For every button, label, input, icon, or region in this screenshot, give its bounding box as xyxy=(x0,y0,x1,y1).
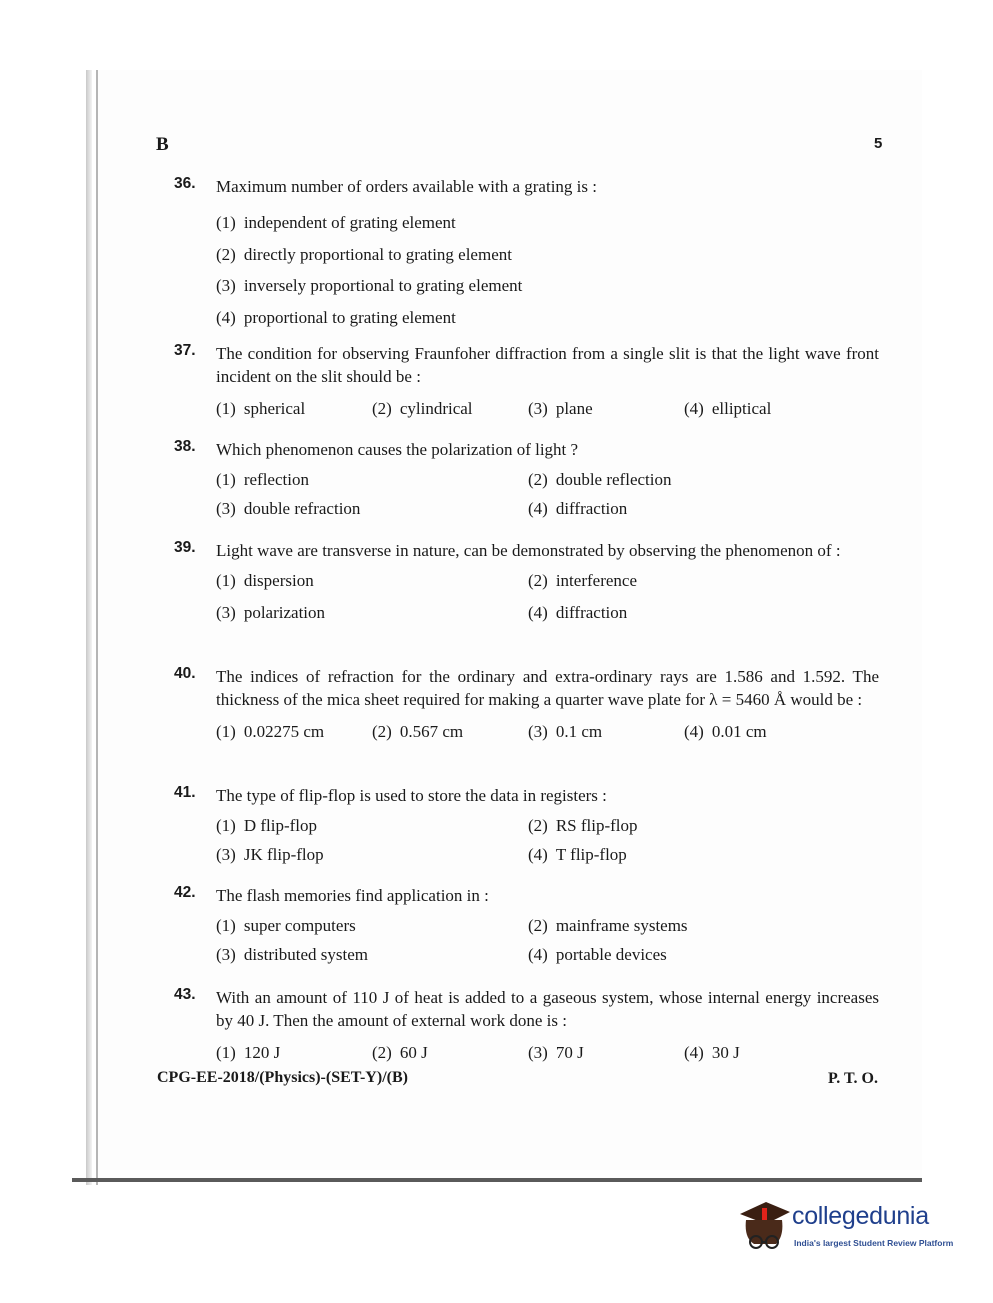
option-4: (4) 0.01 cm xyxy=(684,722,767,741)
option-3: (3) polarization xyxy=(216,603,326,622)
option-2: (2) mainframe systems xyxy=(528,916,688,935)
option-3: (3) double refraction xyxy=(216,499,361,518)
options xyxy=(216,815,879,866)
options xyxy=(216,398,879,420)
option-4: (4) 30 J xyxy=(684,1043,740,1062)
option-1: (1) 120 J xyxy=(216,1043,281,1062)
option-1: (1) super computers xyxy=(216,916,356,935)
option-2: (2) cylindrical xyxy=(372,399,473,418)
option-1: (1) independent of grating element xyxy=(216,213,456,232)
option-3: (3) JK flip-flop xyxy=(216,845,324,864)
option-2: (2) 60 J xyxy=(372,1043,428,1062)
watermark-brand: collegedunia xyxy=(792,1202,929,1230)
question-number: 39. xyxy=(174,539,196,556)
question-39 xyxy=(174,539,879,624)
collegedunia-watermark xyxy=(736,1194,966,1264)
option-4: (4) elliptical xyxy=(684,399,772,418)
question-43 xyxy=(174,986,879,1064)
option-2: (2) interference xyxy=(528,571,637,590)
options xyxy=(216,1042,879,1064)
options xyxy=(216,721,879,743)
question-42 xyxy=(174,884,879,966)
question-number: 36. xyxy=(174,175,196,192)
option-1: (1) reflection xyxy=(216,470,309,489)
option-2: (2) double reflection xyxy=(528,470,672,489)
option-1: (1) 0.02275 cm xyxy=(216,722,325,741)
option-4: (4) proportional to grating element xyxy=(216,307,456,327)
option-3: (3) 70 J xyxy=(528,1043,584,1062)
question-text: Which phenomenon causes the polarization of light ? xyxy=(216,440,579,459)
option-2: (2) RS flip-flop xyxy=(528,816,638,835)
question-text: The indices of refraction for the ordinary and extra-ordinary rays are 1.586 and 1.592. The thickness of the mica sheet required for making a quarter wave plate for λ = 5460 Å would be : xyxy=(216,667,879,709)
question-number: 43. xyxy=(174,986,196,1003)
question-37 xyxy=(174,342,879,420)
question-number: 40. xyxy=(174,665,196,682)
question-text: The type of flip-flop is used to store the data in registers : xyxy=(216,786,607,805)
question-text: The condition for observing Fraunfoher diffraction from a single slit is that the light wave front incident on the slit should be : xyxy=(216,344,879,386)
option-4: (4) diffraction xyxy=(528,603,628,622)
question-40 xyxy=(174,665,879,743)
question-text: Light wave are transverse in nature, can be demonstrated by observing the phenomenon of : xyxy=(216,541,841,560)
watermark-tagline: India's largest Student Review Platform xyxy=(794,1238,954,1248)
question-text: With an amount of 110 J of heat is added to a gaseous system, whose internal energy increases by 40 J. Then the amount of external work done is : xyxy=(216,988,879,1030)
question-36 xyxy=(174,175,879,333)
exam-code: CPG-EE-2018/(Physics)-(SET-Y)/(B) xyxy=(157,1069,408,1086)
options xyxy=(216,915,879,966)
option-1: (1) dispersion xyxy=(216,571,314,590)
question-number: 42. xyxy=(174,884,196,901)
option-2: (2) directly proportional to grating element xyxy=(216,244,512,264)
question-number: 37. xyxy=(174,342,196,359)
option-3: (3) inversely proportional to grating element xyxy=(216,276,523,295)
option-1: (1) D flip-flop xyxy=(216,816,318,835)
question-number: 38. xyxy=(174,438,196,455)
option-4: (4) T flip-flop xyxy=(528,845,627,864)
question-text: Maximum number of orders available with a grating is : xyxy=(216,177,597,196)
scan-edge-bottom xyxy=(72,1178,922,1182)
scan-shadow-left xyxy=(86,70,92,1185)
options xyxy=(216,570,879,624)
option-4: (4) portable devices xyxy=(528,945,667,964)
page-number: 5 xyxy=(874,135,883,152)
option-3: (3) plane xyxy=(528,399,593,418)
option-3: (3) 0.1 cm xyxy=(528,722,603,741)
pto-label: P. T. O. xyxy=(828,1070,878,1087)
option-3: (3) distributed system xyxy=(216,945,369,964)
question-number: 41. xyxy=(174,784,196,801)
option-4: (4) diffraction xyxy=(528,499,628,518)
set-mark: B xyxy=(156,134,169,155)
question-38 xyxy=(174,438,879,520)
question-41 xyxy=(174,784,879,866)
option-2: (2) 0.567 cm xyxy=(372,722,464,741)
graduate-mascot-icon xyxy=(736,1198,792,1254)
question-text: The flash memories find application in : xyxy=(216,886,489,905)
option-1: (1) spherical xyxy=(216,399,306,418)
options xyxy=(216,469,879,520)
options xyxy=(216,207,879,333)
